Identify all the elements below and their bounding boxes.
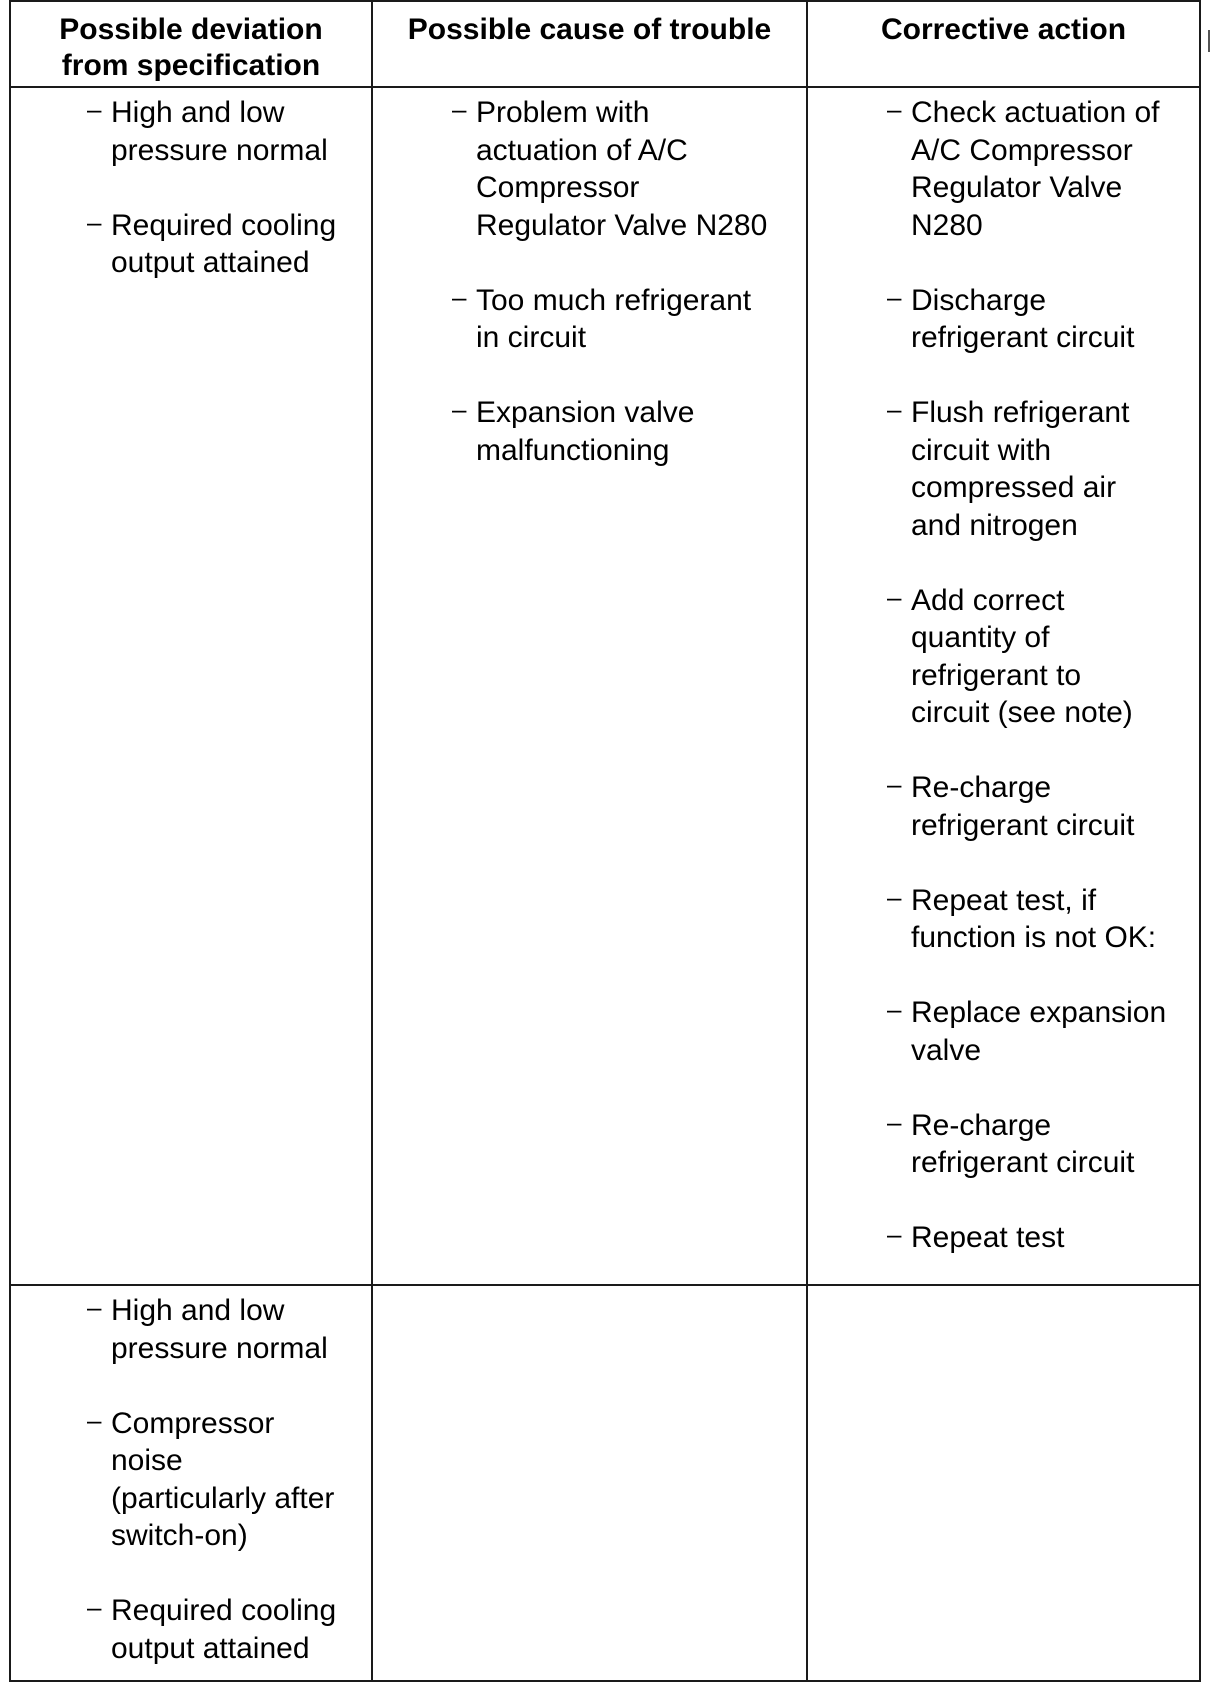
dash-bullet: –	[87, 206, 102, 237]
dash-bullet: –	[887, 881, 902, 912]
header-divider	[9, 86, 1201, 88]
list-item	[887, 1219, 1199, 1257]
column-divider	[371, 0, 373, 1682]
action-text: Discharge refrigerant circuit	[911, 283, 1135, 354]
header-action	[808, 12, 1199, 48]
action-text: Repeat test	[911, 1221, 1065, 1254]
list-item	[87, 1405, 369, 1555]
troubleshooting-table	[9, 0, 1201, 1682]
dash-bullet: –	[887, 94, 902, 124]
deviation-text: High and low pressure normal	[111, 1294, 328, 1365]
row1-action-cell	[887, 94, 1199, 1257]
header-deviation	[11, 12, 371, 84]
row-divider	[9, 1284, 1201, 1286]
cause-text: Expansion valve malfunctioning	[476, 396, 695, 467]
list-item	[887, 582, 1199, 732]
list-item	[887, 1107, 1199, 1182]
action-text: Re-charge refrigerant circuit	[911, 1108, 1135, 1179]
deviation-text: High and low pressure normal	[111, 96, 328, 167]
list-item	[887, 282, 1199, 357]
dash-bullet: –	[887, 394, 902, 424]
dash-bullet: –	[452, 94, 467, 124]
list-item	[87, 1592, 369, 1667]
dash-bullet: –	[87, 1404, 102, 1435]
action-text: Flush refrigerant circuit with compressed air and nitrogen	[911, 396, 1130, 542]
header-cause	[373, 12, 806, 48]
deviation-text: Required cooling output attained	[111, 1594, 337, 1665]
dash-bullet: –	[887, 281, 902, 312]
dash-bullet: –	[887, 1106, 902, 1137]
cause-text: Problem with actuation of A/C Compressor Regulator Valve N280	[476, 96, 768, 242]
list-item	[87, 207, 369, 282]
cause-text: Too much refrigerant in circuit	[476, 283, 752, 354]
row1-cause-cell	[452, 94, 804, 469]
header-deviation-label: Possible deviation from specification	[59, 13, 323, 82]
dash-bullet: –	[452, 394, 467, 424]
action-text: Re-charge refrigerant circuit	[911, 771, 1135, 842]
list-item	[887, 994, 1199, 1069]
list-item	[887, 769, 1199, 844]
list-item	[452, 94, 804, 244]
dash-bullet: –	[87, 1592, 102, 1622]
list-item	[87, 1292, 369, 1367]
list-item	[887, 882, 1199, 957]
deviation-text: Required cooling output attained	[111, 208, 337, 279]
dash-bullet: –	[452, 281, 467, 312]
edge-mark	[1208, 30, 1210, 52]
dash-bullet: –	[887, 769, 902, 799]
list-item	[887, 94, 1199, 244]
deviation-text: Compressor noise (particularly after switch-on)	[111, 1406, 335, 1552]
dash-bullet: –	[887, 994, 902, 1024]
list-item	[887, 394, 1199, 544]
dash-bullet: –	[87, 1292, 102, 1322]
dash-bullet: –	[887, 581, 902, 612]
row2-deviation-cell	[87, 1292, 369, 1667]
column-divider	[806, 0, 808, 1682]
dash-bullet: –	[887, 1219, 902, 1249]
list-item	[452, 394, 804, 469]
list-item	[87, 94, 369, 169]
header-action-label: Corrective action	[880, 13, 1127, 46]
row1-deviation-cell	[87, 94, 369, 282]
action-text: Add correct quantity of refrigerant to circuit (see note)	[911, 583, 1133, 729]
action-text: Repeat test, if function is not OK:	[911, 883, 1157, 954]
action-text: Check actuation of A/C Compressor Regulator Valve N280	[911, 96, 1160, 242]
action-text: Replace expansion valve	[911, 996, 1167, 1067]
header-cause-label: Possible cause of trouble	[407, 13, 772, 46]
list-item	[452, 282, 804, 357]
dash-bullet: –	[87, 94, 102, 124]
